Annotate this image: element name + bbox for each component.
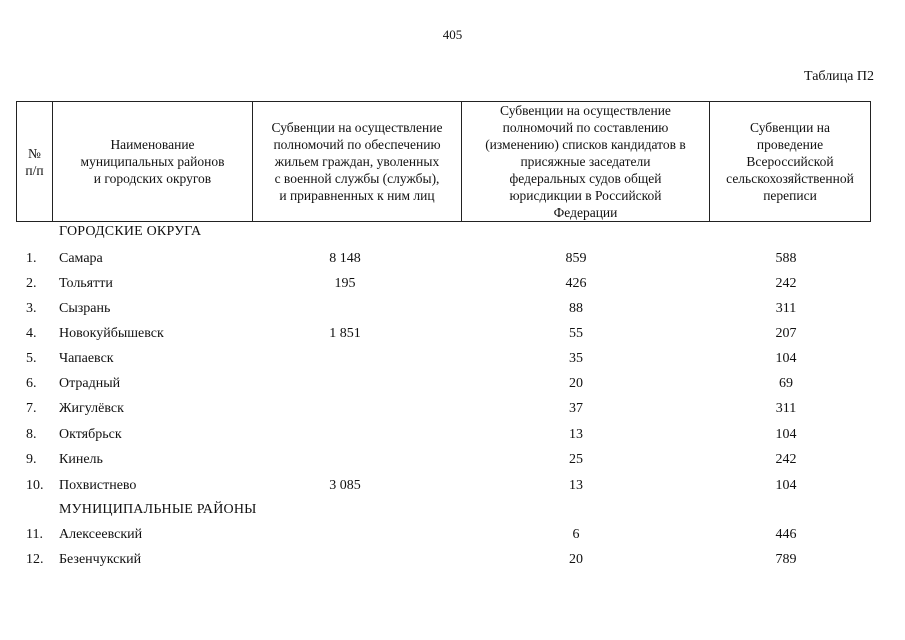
row-number: 7. [26,401,37,416]
row-number: 11. [26,527,43,542]
row-name: Самара [59,251,103,266]
table-header [16,101,871,222]
row-number: 6. [26,376,37,391]
section-title: ГОРОДСКИЕ ОКРУГА [59,224,202,239]
row-number: 12. [26,552,44,567]
row-value-housing: 8 148 [329,251,361,266]
row-value-jurors: 13 [569,478,583,493]
row-value-census: 789 [775,552,797,567]
row-name: Алексеевский [59,527,143,542]
row-name: Жигулёвск [59,401,124,416]
table-row [0,276,905,296]
row-value-housing: 3 085 [329,478,361,493]
row-number: 5. [26,351,37,366]
row-value-jurors: 55 [569,326,583,341]
row-name: Новокуйбышевск [59,326,164,341]
row-value-jurors: 20 [569,552,583,567]
table-row [0,251,905,271]
row-number: 2. [26,276,37,291]
row-value-census: 207 [775,326,797,341]
header-cell-number: № п/п [17,102,53,221]
row-name: Кинель [59,452,103,467]
row-name: Сызрань [59,301,111,316]
row-name: Похвистнево [59,478,137,493]
header-cell-housing-subvention: Субвенции на осуществление полномочий по обеспечению жильем граждан, уволенных с военной службы (службы), и приравненных к ним лиц [253,102,462,221]
row-value-housing: 195 [334,276,356,291]
row-value-census: 104 [775,478,797,493]
row-number: 1. [26,251,37,266]
table-row [0,452,905,472]
row-number: 4. [26,326,37,341]
section-title: МУНИЦИПАЛЬНЫЕ РАЙОНЫ [59,502,257,517]
row-value-jurors: 25 [569,452,583,467]
row-value-census: 588 [775,251,797,266]
row-value-census: 311 [775,401,797,416]
row-number: 10. [26,478,44,493]
header-cell-name: Наименование муниципальных районов и городских округов [53,102,253,221]
row-value-census: 104 [775,427,797,442]
table-row [0,552,905,572]
row-value-jurors: 6 [572,527,580,542]
row-value-jurors: 859 [565,251,587,266]
table-row [0,351,905,371]
row-value-census: 311 [775,301,797,316]
table-label: Таблица П2 [804,69,874,84]
row-value-housing: 1 851 [329,326,361,341]
table-row [0,427,905,447]
table-row [0,376,905,396]
table-row [0,478,905,498]
row-value-jurors: 426 [565,276,587,291]
row-value-jurors: 13 [569,427,583,442]
row-name: Тольятти [59,276,113,291]
page-number: 405 [442,27,463,42]
table-row [0,527,905,547]
row-name: Безенчукский [59,552,142,567]
row-value-jurors: 35 [569,351,583,366]
header-cell-jurors-subvention: Субвенции на осуществление полномочий по составлению (изменению) списков кандидатов в присяжные заседатели федеральных судов общей юрисдикции в Российской Федерации [462,102,710,221]
row-name: Чапаевск [59,351,114,366]
row-name: Отрадный [59,376,121,391]
row-value-jurors: 88 [569,301,583,316]
row-value-jurors: 20 [569,376,583,391]
row-value-census: 69 [779,376,793,391]
row-value-census: 242 [775,452,797,467]
table-row [0,401,905,421]
row-value-census: 242 [775,276,797,291]
row-name: Октябрьск [59,427,122,442]
row-value-jurors: 37 [569,401,583,416]
row-number: 3. [26,301,37,316]
table-row [0,326,905,346]
row-value-census: 446 [775,527,797,542]
row-value-census: 104 [775,351,797,366]
table-row [0,301,905,321]
header-cell-census-subvention: Субвенции на проведение Всероссийской сельскохозяйственной переписи [726,120,854,203]
row-number: 8. [26,427,37,442]
row-number: 9. [26,452,37,467]
